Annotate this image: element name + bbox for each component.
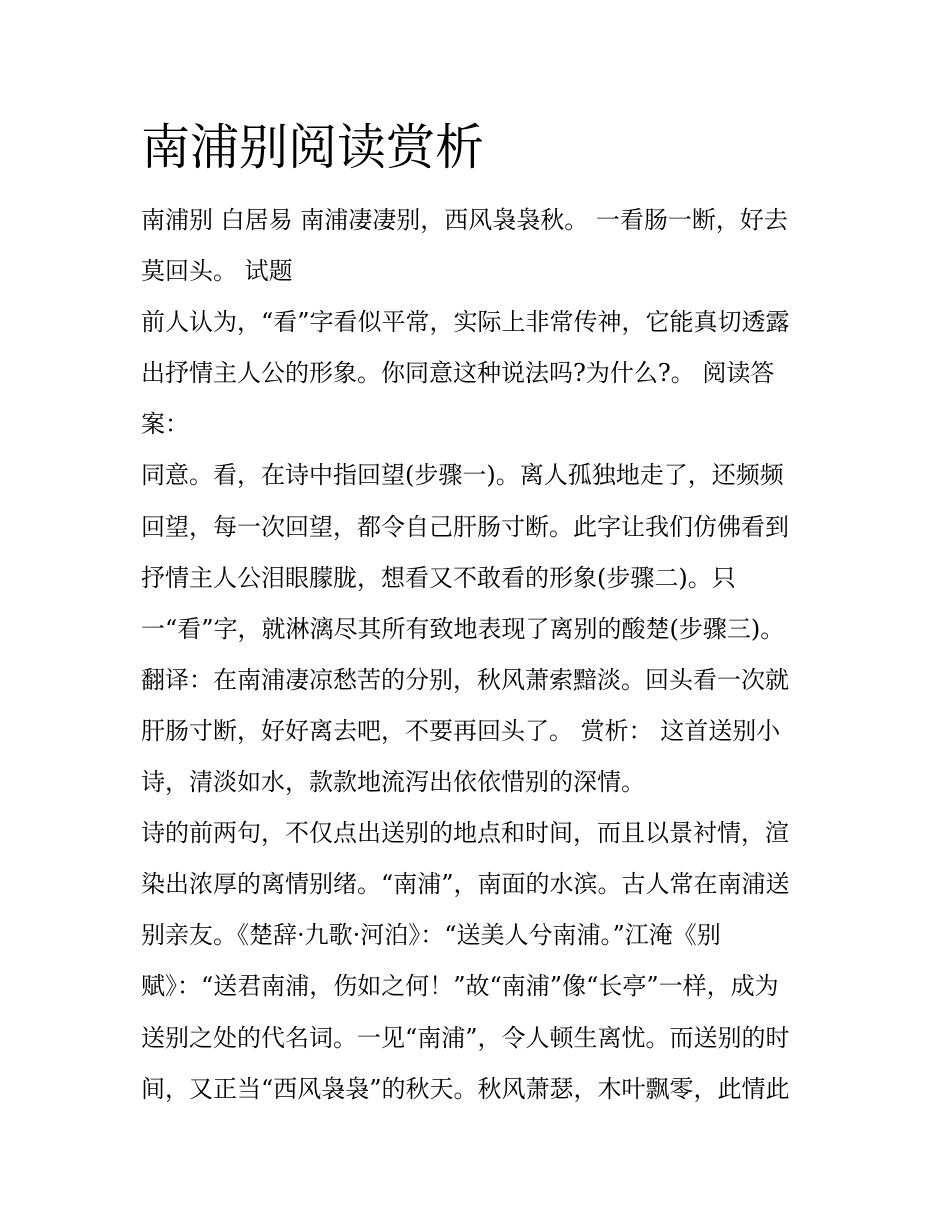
page-title: 南浦别阅读赏析 xyxy=(141,119,485,176)
text-line: 送别之处的代名词。一见“南浦”，令人顿生离忧。而送别的时 xyxy=(141,1023,790,1052)
text-line: 间，又正当“西风袅袅”的秋天。秋风萧瑟，木叶飘零，此情此 xyxy=(141,1074,790,1103)
text-line: 案： xyxy=(141,410,189,439)
text-line: 莫回头。 试题 xyxy=(141,257,293,286)
text-line: 一“看”字，就淋漓尽其所有致地表现了离别的酸楚(步骤三)。 xyxy=(141,614,785,643)
body-text xyxy=(141,195,821,1115)
text-line: 别亲友。《楚辞·九歌·河泊》：“送美人兮南浦。”江淹《别 xyxy=(141,921,721,950)
text-line: 赋》：“送君南浦，伤如之何！”故“南浦”像“长亭”一样，成为 xyxy=(141,972,779,1001)
text-line: 同意。看，在诗中指回望(步骤一)。离人孤独地走了，还频频 xyxy=(141,461,784,490)
text-line: 抒情主人公泪眼朦胧，想看又不敢看的形象(步骤二)。只 xyxy=(141,563,736,592)
text-line: 出抒情主人公的形象。你同意这种说法吗?为什么?。 阅读答 xyxy=(141,359,775,388)
text-line: 诗，清淡如水，款款地流泻出依依惜别的深情。 xyxy=(141,768,645,797)
text-line: 翻译：在南浦凄凉愁苦的分别，秋风萧索黯淡。回头看一次就 xyxy=(141,665,789,694)
text-line: 肝肠寸断，好好离去吧，不要再回头了。 赏析： 这首送别小 xyxy=(141,716,781,745)
text-line: 南浦别 白居易 南浦凄凄别，西风袅袅秋。 一看肠一断，好去 xyxy=(141,206,788,234)
text-line: 诗的前两句，不仅点出送别的地点和时间，而且以景衬情，渲 xyxy=(141,819,789,848)
text-line: 回望，每一次回望，都令自己肝肠寸断。此字让我们仿佛看到 xyxy=(141,512,789,541)
text-line: 前人认为，“看”字看似平常，实际上非常传神，它能真切透露 xyxy=(141,308,790,337)
text-line: 染出浓厚的离情别绪。“南浦”，南面的水滨。古人常在南浦送 xyxy=(141,870,790,899)
